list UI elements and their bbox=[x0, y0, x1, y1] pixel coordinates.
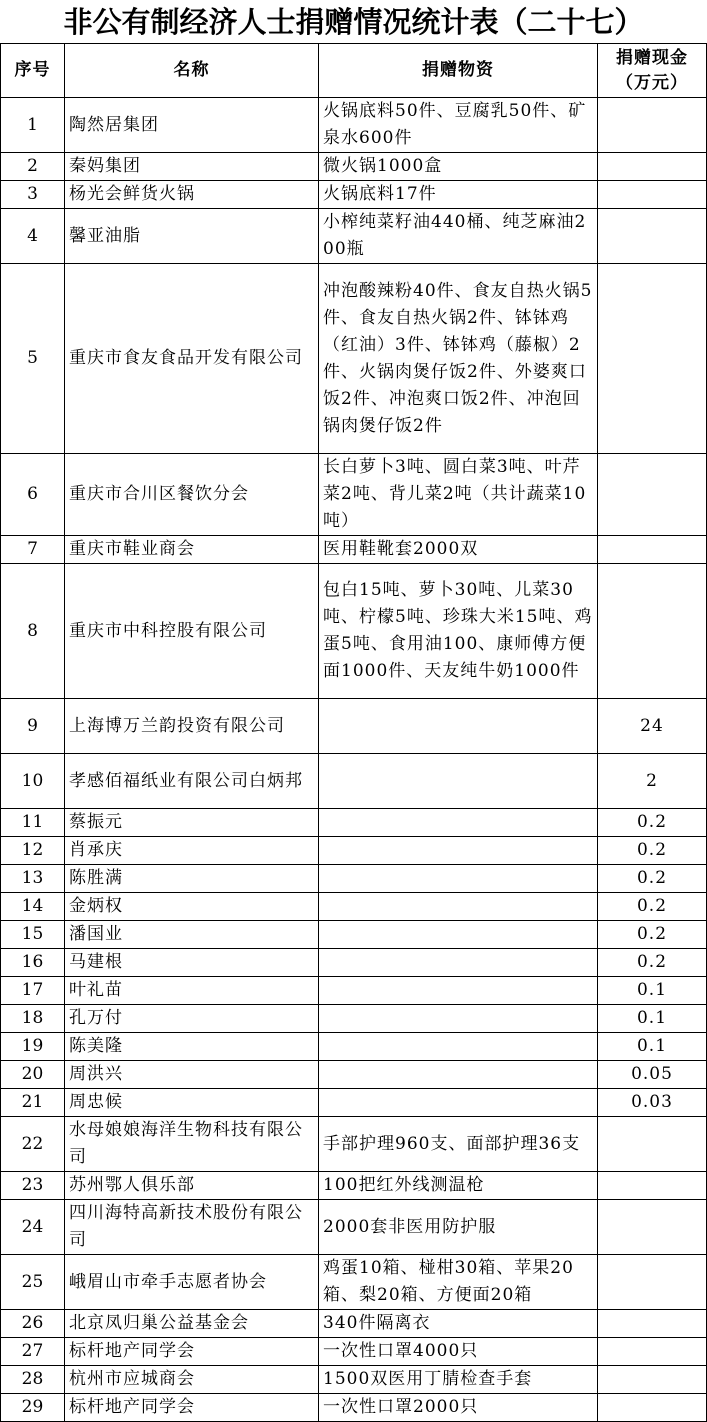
row-index: 12 bbox=[1, 837, 65, 865]
row-name: 水母娘娘海洋生物科技有限公司 bbox=[65, 1117, 319, 1172]
row-index: 19 bbox=[1, 1033, 65, 1061]
row-name: 重庆市鞋业商会 bbox=[65, 536, 319, 564]
row-index: 6 bbox=[1, 454, 65, 536]
row-cash bbox=[598, 1255, 707, 1310]
row-index: 7 bbox=[1, 536, 65, 564]
table-row bbox=[1, 837, 707, 865]
row-goods: 包白15吨、萝卜30吨、儿菜30吨、柠檬5吨、珍珠大米15吨、鸡蛋5吨、食用油100、康师傅方便面1000件、天友纯牛奶1000件 bbox=[319, 564, 598, 699]
row-name: 陶然居集团 bbox=[65, 98, 319, 153]
row-name: 重庆市合川区餐饮分会 bbox=[65, 454, 319, 536]
row-cash bbox=[598, 209, 707, 264]
row-name: 肖承庆 bbox=[65, 837, 319, 865]
table-row bbox=[1, 1255, 707, 1310]
row-name: 重庆市中科控股有限公司 bbox=[65, 564, 319, 699]
row-goods: 火锅底料50件、豆腐乳50件、矿泉水600件 bbox=[319, 98, 598, 153]
row-index: 16 bbox=[1, 949, 65, 977]
row-cash bbox=[598, 1394, 707, 1422]
row-index: 18 bbox=[1, 1005, 65, 1033]
row-name: 馨亚油脂 bbox=[65, 209, 319, 264]
row-index: 28 bbox=[1, 1366, 65, 1394]
row-goods bbox=[319, 754, 598, 809]
row-index: 27 bbox=[1, 1338, 65, 1366]
header-cash bbox=[598, 44, 707, 98]
table-row bbox=[1, 949, 707, 977]
table-row bbox=[1, 754, 707, 809]
row-name: 孔万付 bbox=[65, 1005, 319, 1033]
row-cash bbox=[598, 1172, 707, 1200]
table-row bbox=[1, 809, 707, 837]
table-row bbox=[1, 1033, 707, 1061]
row-goods: 小榨纯菜籽油440桶、纯芝麻油200瓶 bbox=[319, 209, 598, 264]
table-row bbox=[1, 1394, 707, 1422]
row-name: 上海博万兰韵投资有限公司 bbox=[65, 699, 319, 754]
row-cash: 0.1 bbox=[598, 977, 707, 1005]
row-name: 标杆地产同学会 bbox=[65, 1394, 319, 1422]
row-index: 17 bbox=[1, 977, 65, 1005]
row-index: 1 bbox=[1, 98, 65, 153]
row-index: 29 bbox=[1, 1394, 65, 1422]
table-row bbox=[1, 454, 707, 536]
row-goods bbox=[319, 1033, 598, 1061]
row-index: 24 bbox=[1, 1200, 65, 1255]
row-name: 陈美隆 bbox=[65, 1033, 319, 1061]
table-row bbox=[1, 1117, 707, 1172]
row-index: 5 bbox=[1, 264, 65, 454]
row-goods bbox=[319, 699, 598, 754]
row-name: 周忠候 bbox=[65, 1089, 319, 1117]
row-name: 叶礼苗 bbox=[65, 977, 319, 1005]
row-name: 周洪兴 bbox=[65, 1061, 319, 1089]
row-cash bbox=[598, 98, 707, 153]
header-name: 名称 bbox=[65, 44, 319, 98]
row-index: 21 bbox=[1, 1089, 65, 1117]
row-name: 北京凤归巢公益基金会 bbox=[65, 1310, 319, 1338]
row-cash: 0.2 bbox=[598, 921, 707, 949]
row-name: 苏州鄂人俱乐部 bbox=[65, 1172, 319, 1200]
row-goods: 长白萝卜3吨、圆白菜3吨、叶芹菜2吨、背儿菜2吨（共计蔬菜10吨） bbox=[319, 454, 598, 536]
table-row bbox=[1, 1310, 707, 1338]
row-name: 标杆地产同学会 bbox=[65, 1338, 319, 1366]
row-name: 四川海特高新技术股份有限公司 bbox=[65, 1200, 319, 1255]
row-goods: 微火锅1000盒 bbox=[319, 153, 598, 181]
row-index: 2 bbox=[1, 153, 65, 181]
row-goods: 100把红外线测温枪 bbox=[319, 1172, 598, 1200]
row-name: 陈胜满 bbox=[65, 865, 319, 893]
row-goods: 手部护理960支、面部护理36支 bbox=[319, 1117, 598, 1172]
row-goods bbox=[319, 949, 598, 977]
row-goods bbox=[319, 809, 598, 837]
row-cash: 0.2 bbox=[598, 949, 707, 977]
row-goods: 火锅底料17件 bbox=[319, 181, 598, 209]
row-goods bbox=[319, 893, 598, 921]
header-goods: 捐赠物资 bbox=[319, 44, 598, 98]
row-index: 20 bbox=[1, 1061, 65, 1089]
row-goods bbox=[319, 837, 598, 865]
table-row bbox=[1, 181, 707, 209]
row-name: 马建根 bbox=[65, 949, 319, 977]
table-row bbox=[1, 1172, 707, 1200]
table-row bbox=[1, 264, 707, 454]
row-goods: 一次性口罩4000只 bbox=[319, 1338, 598, 1366]
donation-table bbox=[0, 43, 707, 1422]
row-index: 8 bbox=[1, 564, 65, 699]
row-name: 孝感佰福纸业有限公司白炳邦 bbox=[65, 754, 319, 809]
row-goods: 医用鞋靴套2000双 bbox=[319, 536, 598, 564]
row-cash bbox=[598, 1310, 707, 1338]
row-cash: 0.05 bbox=[598, 1061, 707, 1089]
table-row bbox=[1, 1061, 707, 1089]
row-cash bbox=[598, 181, 707, 209]
row-cash: 0.1 bbox=[598, 1005, 707, 1033]
row-cash: 24 bbox=[598, 699, 707, 754]
table-body bbox=[1, 98, 707, 1422]
table-row bbox=[1, 209, 707, 264]
row-index: 15 bbox=[1, 921, 65, 949]
row-goods bbox=[319, 1005, 598, 1033]
row-index: 4 bbox=[1, 209, 65, 264]
row-cash bbox=[598, 564, 707, 699]
row-cash bbox=[598, 1366, 707, 1394]
row-cash bbox=[598, 153, 707, 181]
table-row bbox=[1, 699, 707, 754]
table-row bbox=[1, 564, 707, 699]
row-cash bbox=[598, 1338, 707, 1366]
row-cash bbox=[598, 1200, 707, 1255]
row-goods: 2000套非医用防护服 bbox=[319, 1200, 598, 1255]
table-row bbox=[1, 977, 707, 1005]
table-row bbox=[1, 865, 707, 893]
row-index: 13 bbox=[1, 865, 65, 893]
header-index: 序号 bbox=[1, 44, 65, 98]
row-cash bbox=[598, 536, 707, 564]
table-row bbox=[1, 1089, 707, 1117]
row-goods: 1500双医用丁腈检查手套 bbox=[319, 1366, 598, 1394]
header-cash-line1: 捐赠现金 bbox=[616, 47, 688, 68]
row-index: 14 bbox=[1, 893, 65, 921]
row-name: 杨光会鲜货火锅 bbox=[65, 181, 319, 209]
row-index: 25 bbox=[1, 1255, 65, 1310]
row-index: 23 bbox=[1, 1172, 65, 1200]
table-row bbox=[1, 1338, 707, 1366]
table-row bbox=[1, 921, 707, 949]
row-name: 重庆市食友食品开发有限公司 bbox=[65, 264, 319, 454]
row-goods bbox=[319, 1089, 598, 1117]
row-goods: 冲泡酸辣粉40件、食友自热火锅5件、食友自热火锅2件、钵钵鸡（红油）3件、钵钵鸡（藤椒）2件、火锅肉煲仔饭2件、外婆爽口饭2件、冲泡爽口饭2件、冲泡回锅肉煲仔饭2件 bbox=[319, 264, 598, 454]
row-index: 3 bbox=[1, 181, 65, 209]
row-goods: 鸡蛋10箱、椪柑30箱、苹果20箱、梨20箱、方便面20箱 bbox=[319, 1255, 598, 1310]
table-row bbox=[1, 153, 707, 181]
table-row bbox=[1, 1366, 707, 1394]
row-goods bbox=[319, 865, 598, 893]
table-row bbox=[1, 1005, 707, 1033]
row-name: 秦妈集团 bbox=[65, 153, 319, 181]
row-cash bbox=[598, 1117, 707, 1172]
row-name: 潘国业 bbox=[65, 921, 319, 949]
row-name: 峨眉山市牵手志愿者协会 bbox=[65, 1255, 319, 1310]
row-goods: 一次性口罩2000只 bbox=[319, 1394, 598, 1422]
row-cash: 2 bbox=[598, 754, 707, 809]
header-cash-line2: （万元） bbox=[616, 72, 688, 93]
row-cash: 0.2 bbox=[598, 865, 707, 893]
row-index: 26 bbox=[1, 1310, 65, 1338]
row-cash: 0.1 bbox=[598, 1033, 707, 1061]
table-header-row bbox=[1, 44, 707, 98]
row-cash: 0.03 bbox=[598, 1089, 707, 1117]
row-index: 11 bbox=[1, 809, 65, 837]
row-cash bbox=[598, 264, 707, 454]
page-title: 非公有制经济人士捐赠情况统计表（二十七） bbox=[63, 5, 644, 39]
row-cash bbox=[598, 454, 707, 536]
row-cash: 0.2 bbox=[598, 809, 707, 837]
row-name: 金炳权 bbox=[65, 893, 319, 921]
table-row bbox=[1, 893, 707, 921]
table-row bbox=[1, 1200, 707, 1255]
row-goods bbox=[319, 921, 598, 949]
row-cash: 0.2 bbox=[598, 837, 707, 865]
row-name: 蔡振元 bbox=[65, 809, 319, 837]
row-name: 杭州市应城商会 bbox=[65, 1366, 319, 1394]
row-goods bbox=[319, 1061, 598, 1089]
table-row bbox=[1, 536, 707, 564]
row-goods bbox=[319, 977, 598, 1005]
row-goods: 340件隔离衣 bbox=[319, 1310, 598, 1338]
row-index: 9 bbox=[1, 699, 65, 754]
table-row bbox=[1, 98, 707, 153]
row-cash: 0.2 bbox=[598, 893, 707, 921]
row-index: 10 bbox=[1, 754, 65, 809]
row-index: 22 bbox=[1, 1117, 65, 1172]
